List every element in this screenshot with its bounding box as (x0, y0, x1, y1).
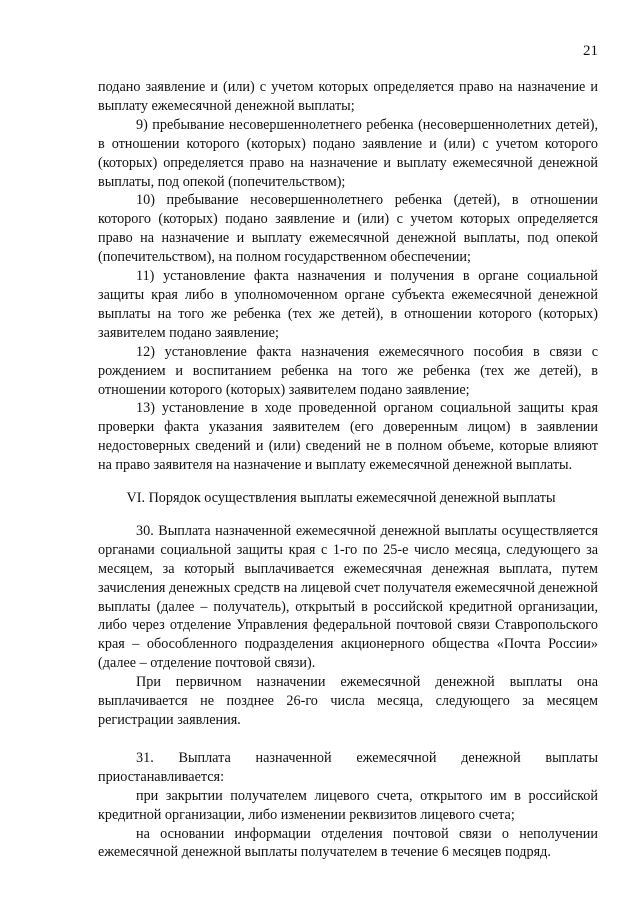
paragraph-clause-31-post: на основании информации отделения почтовой связи о неполучении ежемесячной денежной выплаты получателем в течение 6 месяцев подряд. (98, 825, 598, 861)
paragraph-item-9: 9) пребывание несовершеннолетнего ребенка (несовершеннолетних детей), в отношении которого (которых) подано заявление и (или) с учетом которого (которых) определяется право на назначение и выплату ежемесячной денежной выплаты, под опекой (попечительством); (98, 116, 598, 190)
paragraph-clause-31-account: при закрытии получателем лицевого счета, открытого им в российской кредитной организации, либо изменении реквизитов лицевого счета; (98, 787, 598, 823)
page-number: 21 (583, 43, 598, 59)
section-clause-30 (98, 522, 598, 730)
document-body (98, 78, 598, 862)
paragraph-gap (98, 730, 598, 749)
paragraph-continuation: подано заявление и (или) с учетом которых определяется право на назначение и выплату ежемесячной денежной выплаты; (98, 79, 598, 114)
paragraph-clause-31: 31. Выплата назначенной ежемесячной денежной выплаты приостанавливается: (98, 749, 598, 785)
section-clause-31 (98, 749, 598, 862)
paragraph-item-12: 12) установление факта назначения ежемесячного пособия в связи с рождением и воспитанием ребенка на того же ребенка (тех же детей), в отношении которого (которых) заявителем подано заявление; (98, 343, 598, 398)
paragraph-item-11: 11) установление факта назначения и получения в органе социальной защиты края либо в уполномоченном органе субъекта ежемесячной денежной выплаты на того же ребенка (тех же детей), в отношении которого (которых) заявителем подано заявление; (98, 268, 598, 341)
paragraph-clause-30: 30. Выплата назначенной ежемесячной денежной выплаты осуществляется органами социальной защиты края с 1-го по 25-е число месяца, следующего за месяцем, за который выплачивается ежемесячная денежная выплата, путем зачисления денежных средств на лицевой счет получателя ежемесячной денежной выплаты (далее – получатель), открытый в российской кредитной организации, либо через отделение Управления федеральной почтовой связи Ставропольского края – обособленного подразделения акционерного общества «Почта России» (далее – отделение почтовой связи). (98, 522, 598, 672)
section-top (98, 78, 598, 475)
paragraph-item-10: 10) пребывание несовершеннолетнего ребенка (детей), в отношении которого (которых) подано заявление и (или) с учетом которых определяется право на назначение и выплату ежемесячной денежной выплаты, под опекой (попечительством), на полном государственном обеспечении; (98, 192, 598, 266)
paragraph-clause-30-initial: При первичном назначении ежемесячной денежной выплаты она выплачивается не позднее 26-го числа месяца, следующего за месяцем регистрации заявления. (98, 674, 598, 728)
section-heading: VI. Порядок осуществления выплаты ежемесячной денежной выплаты (126, 490, 556, 507)
paragraph-item-13: 13) установление в ходе проведенной органом социальной защиты края проверки факта указания заявителем (его доверенным лицом) в заявлении недостоверных сведений и (или) сведений не в полном объеме, которые влияют на право заявителя на назначение и выплату ежемесячной денежной выплаты. (98, 400, 598, 474)
